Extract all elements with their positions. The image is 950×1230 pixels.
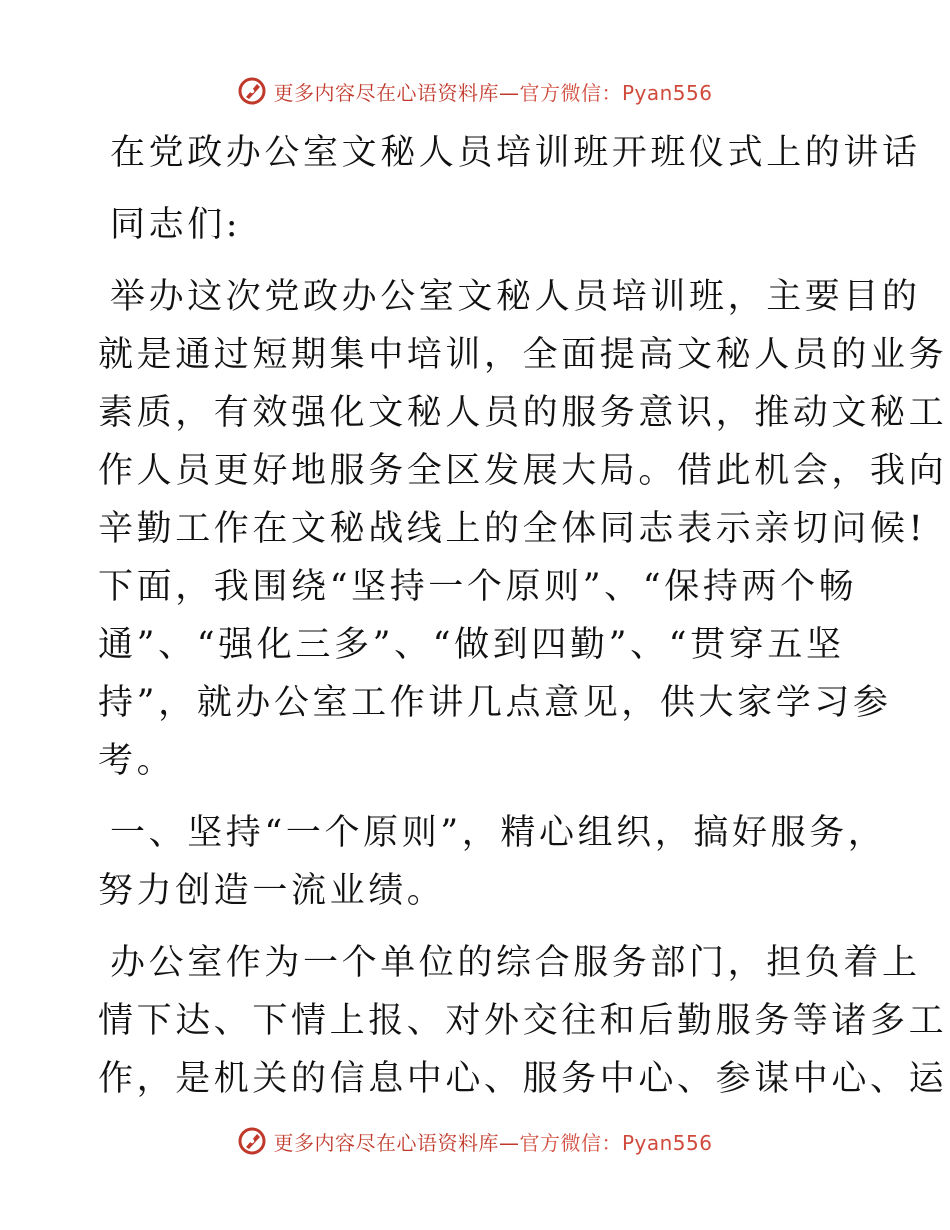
banner-site-name: 更多内容尽在心语资料库 — [273, 80, 499, 105]
paragraph-1 — [98, 268, 948, 790]
banner-wechat: 官方微信：Pyan556 — [519, 1130, 713, 1155]
banner-wechat: 官方微信：Pyan556 — [519, 80, 713, 105]
text-line: 办公室作为一个单位的综合服务部门，担负着上 — [110, 943, 921, 983]
pen-circle-logo-icon — [237, 1126, 267, 1156]
document-body — [98, 124, 948, 1108]
banner-site-name: 更多内容尽在心语资料库 — [273, 1130, 499, 1155]
paragraph-2 — [98, 934, 948, 1108]
section-heading-1 — [98, 804, 887, 920]
banner-separator: — — [498, 1130, 520, 1155]
text-line: 考。 — [98, 741, 176, 781]
footer-banner — [0, 1124, 950, 1158]
banner-separator: — — [498, 80, 520, 105]
text-line: 素质，有效强化文秘人员的服务意识，推动文秘工 — [98, 393, 948, 433]
text-line: 通”、“强化三多”、“做到四勤”、“贯穿五坚 — [98, 625, 845, 665]
text-line: 辛勤工作在文秘战线上的全体同志表示亲切问候! — [98, 509, 927, 549]
text-line: 作人员更好地服务全区发展大局。借此机会，我向 — [98, 451, 948, 491]
text-line: 持”，就办公室工作讲几点意见，供大家学习参 — [98, 683, 892, 723]
greeting: 同志们: — [110, 205, 242, 245]
text-line: 一、坚持“一个原则”，精心组织，搞好服务， — [110, 813, 887, 853]
text-line: 作，是机关的信息中心、服务中心、参谋中心、运 — [98, 1059, 948, 1099]
banner-text — [273, 1127, 712, 1156]
text-line: 下面，我围绕“坚持一个原则”、“保持两个畅 — [98, 567, 858, 607]
header-banner — [0, 74, 950, 108]
pen-circle-logo-icon — [237, 76, 267, 106]
document-title: 在党政办公室文秘人员培训班开班仪式上的讲话 — [110, 133, 921, 173]
text-line: 举办这次党政办公室文秘人员培训班，主要目的 — [110, 277, 921, 317]
text-line: 努力创造一流业绩。 — [98, 871, 446, 911]
text-line: 情下达、下情上报、对外交往和后勤服务等诸多工 — [98, 1001, 948, 1041]
text-line: 就是通过短期集中培训，全面提高文秘人员的业务 — [98, 335, 948, 375]
banner-text — [273, 77, 712, 106]
